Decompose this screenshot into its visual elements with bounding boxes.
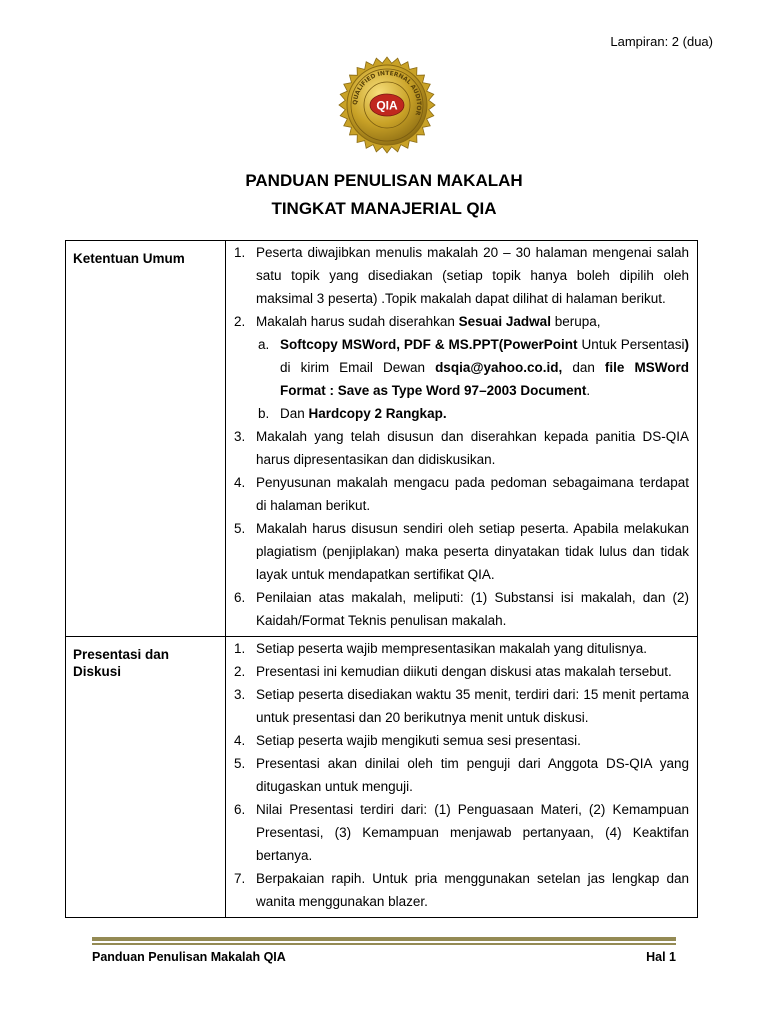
sub-list-item bbox=[234, 333, 689, 402]
item-text: Hardcopy 2 Rangkap. bbox=[308, 406, 447, 421]
section-content bbox=[226, 637, 698, 918]
section-heading: Presentasi dan Diskusi bbox=[66, 637, 226, 918]
item-text: dsqia@yahoo.co.id, bbox=[435, 360, 563, 375]
list-item bbox=[234, 683, 689, 729]
item-text: Sesuai Jadwal bbox=[458, 314, 551, 329]
item-text: Makalah harus sudah diserahkan bbox=[256, 314, 459, 329]
item-text: Penyusunan makalah mengacu pada pedoman sebagaimana terdapat di halaman berikut. bbox=[256, 475, 689, 513]
item-text: Makalah yang telah disusun dan diserahkan kepada panitia DS-QIA harus dipresentasikan dan didiskusikan. bbox=[256, 429, 689, 467]
item-number: 4. bbox=[234, 475, 246, 490]
list-item bbox=[234, 310, 689, 333]
list-item bbox=[234, 867, 689, 913]
item-text: Makalah harus disusun sendiri oleh setiap peserta. Apabila melakukan plagiatism (penjiplakan) maka peserta dinyatakan tidak lulus dan tidak layak untuk mendapatkan sertifikat QIA. bbox=[256, 521, 689, 582]
item-number: 5. bbox=[234, 521, 246, 536]
item-number: 1. bbox=[234, 641, 246, 656]
list-item bbox=[234, 798, 689, 867]
item-number: b. bbox=[258, 406, 270, 421]
item-text: Setiap peserta wajib mempresentasikan makalah yang ditulisnya. bbox=[256, 641, 647, 656]
item-number: a. bbox=[258, 337, 270, 352]
section-content bbox=[226, 241, 698, 637]
attachment-label: Lampiran: 2 (dua) bbox=[610, 34, 713, 49]
item-number: 2. bbox=[234, 314, 246, 329]
item-number: 4. bbox=[234, 733, 246, 748]
seal-center-text: QIA bbox=[376, 98, 398, 113]
item-number: 3. bbox=[234, 687, 246, 702]
item-text: Penilaian atas makalah, meliputi: (1) Substansi isi makalah, dan (2) Kaidah/Format Teknis penulisan makalah. bbox=[256, 590, 689, 628]
section-general-rules bbox=[66, 241, 698, 637]
item-text: Untuk Persentasi bbox=[577, 337, 685, 352]
list-item bbox=[234, 637, 689, 660]
sub-list-wrapper bbox=[234, 333, 689, 425]
list-item bbox=[234, 517, 689, 586]
seal-ring-text: QUALIFIED INTERNAL AUDITOR bbox=[351, 69, 423, 117]
item-text: Peserta diwajibkan menulis makalah 20 – 30 halaman mengenai salah satu topik yang disediakan (setiap topik hanya boleh dipilih oleh maksimal 3 peserta) .Topik makalah dapat dilihat di halaman berikut. bbox=[256, 245, 689, 306]
item-number: 6. bbox=[234, 590, 246, 605]
footer-divider bbox=[92, 943, 676, 945]
item-text: ) bbox=[684, 337, 689, 352]
footer-divider bbox=[92, 937, 676, 941]
item-text: di kirim Email Dewan bbox=[280, 360, 436, 375]
item-text: Berpakaian rapih. Untuk pria menggunakan setelan jas lengkap dan wanita menggunakan blazer. bbox=[256, 871, 689, 909]
item-text: berupa, bbox=[550, 314, 601, 329]
item-text: Nilai Presentasi terdiri dari: (1) Penguasaan Materi, (2) Kemampuan Presentasi, (3) Kemampuan menjawab pertanyaan, (4) Keaktifan bertanya. bbox=[256, 802, 689, 863]
item-text: . bbox=[586, 383, 591, 398]
list-item bbox=[234, 729, 689, 752]
item-text: Dan bbox=[280, 406, 309, 421]
list-item bbox=[234, 660, 689, 683]
list-item bbox=[234, 471, 689, 517]
page-title-line2: TINGKAT MANAJERIAL QIA bbox=[271, 199, 497, 218]
qia-seal-logo bbox=[337, 55, 437, 155]
list-item bbox=[234, 425, 689, 471]
page-title-line1: PANDUAN PENULISAN MAKALAH bbox=[245, 171, 523, 190]
list-item bbox=[234, 752, 689, 798]
footer-title: Panduan Penulisan Makalah QIA bbox=[92, 950, 286, 964]
section-presentation bbox=[66, 637, 698, 918]
list-item bbox=[234, 241, 689, 310]
sub-list-item bbox=[234, 402, 689, 425]
item-text: Softcopy MSWord, PDF & MS.PPT(PowerPoint bbox=[280, 337, 578, 352]
item-text: Presentasi ini kemudian diikuti dengan diskusi atas makalah tersebut. bbox=[256, 664, 672, 679]
page-number: Hal 1 bbox=[646, 950, 676, 964]
item-text: file MSWord Format : Save as Type Word 97–2003 Document bbox=[280, 360, 689, 398]
item-number: 2. bbox=[234, 664, 246, 679]
item-number: 6. bbox=[234, 802, 246, 817]
item-number: 7. bbox=[234, 871, 246, 886]
item-number: 5. bbox=[234, 756, 246, 771]
item-text: dan bbox=[562, 360, 605, 375]
item-text: Presentasi akan dinilai oleh tim penguji dari Anggota DS-QIA yang ditugaskan untuk menguji. bbox=[256, 756, 689, 794]
item-number: 3. bbox=[234, 429, 246, 444]
item-text: Setiap peserta wajib mengikuti semua sesi presentasi. bbox=[256, 733, 581, 748]
sub-list bbox=[234, 333, 689, 425]
section-heading: Ketentuan Umum bbox=[66, 241, 226, 637]
item-text: Setiap peserta disediakan waktu 35 menit, terdiri dari: 15 menit pertama untuk presentasi dan 20 berikutnya menit untuk diskusi. bbox=[256, 687, 689, 725]
list-item bbox=[234, 586, 689, 632]
item-number: 1. bbox=[234, 245, 246, 260]
rules-table bbox=[65, 240, 698, 918]
